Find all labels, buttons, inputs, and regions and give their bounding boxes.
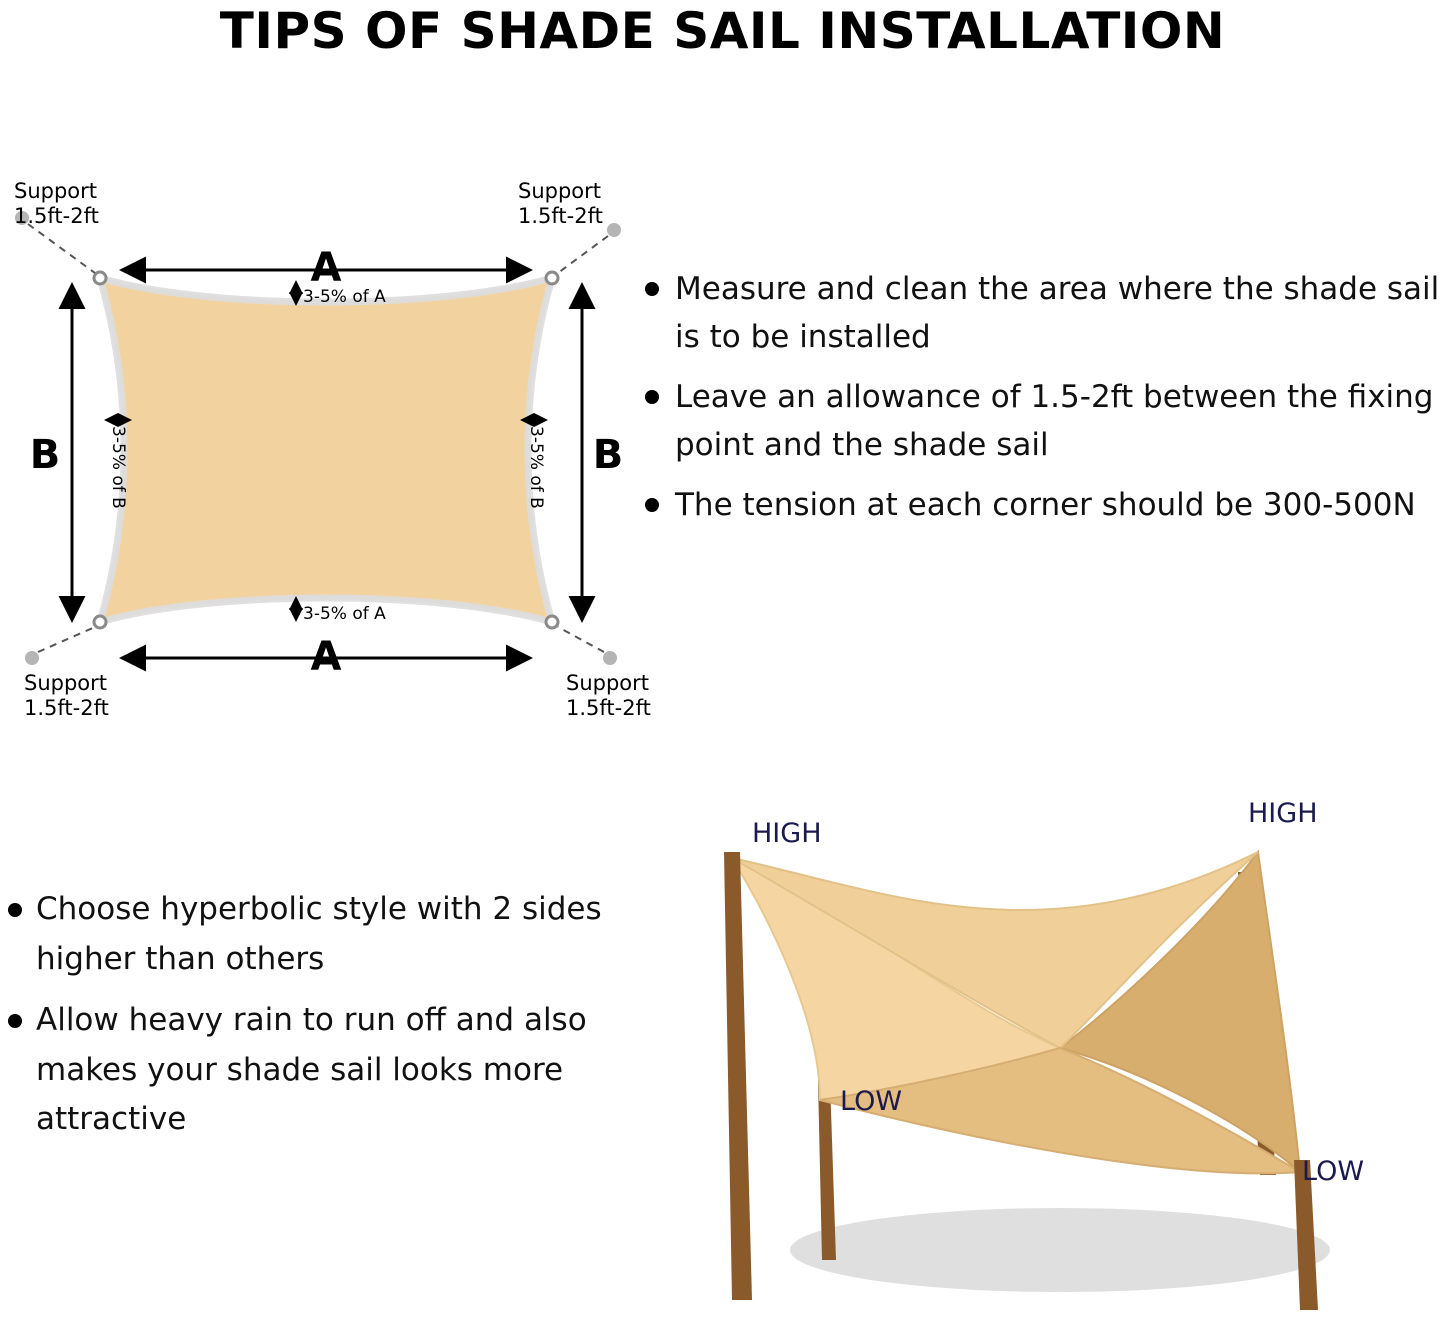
page-title: TIPS OF SHADE SAIL INSTALLATION [219, 2, 1226, 60]
list-item [8, 885, 628, 984]
list-item [645, 373, 1445, 469]
list-item-text: Allow heavy rain to run off and also makes your shade sail looks more attractive [36, 1002, 587, 1138]
label-high-left: HIGH [752, 818, 822, 849]
list-item-text: Choose hyperbolic style with 2 sides higher than others [36, 891, 602, 977]
curve-label-top: 3-5% of A [303, 287, 386, 307]
label-high-right: HIGH [1248, 798, 1318, 829]
list-item-text: Leave an allowance of 1.5-2ft between the fixing point and the shade sail [675, 379, 1434, 464]
top-tips-list [645, 265, 1445, 541]
bullet-dot-icon [645, 498, 659, 512]
hyperbolic-sail-diagram [640, 780, 1445, 1319]
curve-label-left: 3-5% of B [108, 426, 128, 509]
dimension-label-a-top: A [310, 245, 342, 291]
support-label-bottom-right-line2: 1.5ft-2ft [566, 696, 651, 720]
dimension-label-a-bottom: A [310, 634, 342, 680]
label-low-right: LOW [1302, 1156, 1365, 1187]
bullet-dot-icon [8, 903, 22, 917]
list-item-text: Measure and clean the area where the shade sail is to be installed [675, 271, 1440, 356]
list-item [8, 996, 628, 1145]
list-item [645, 481, 1445, 529]
label-low-left: LOW [840, 1086, 903, 1117]
support-label-top-right-line2: 1.5ft-2ft [518, 204, 603, 228]
dimension-label-b-right: B [592, 432, 624, 478]
support-label-bottom-right-line1: Support [566, 671, 650, 695]
curve-label-bottom: 3-5% of A [303, 604, 386, 624]
bottom-tips-list [8, 885, 628, 1157]
curve-label-right: 3-5% of B [526, 426, 546, 509]
support-label-bottom-left-line2: 1.5ft-2ft [24, 696, 109, 720]
list-item [645, 265, 1445, 361]
bullet-dot-icon [8, 1014, 22, 1028]
dimension-label-b-left: B [29, 432, 61, 478]
support-label-bottom-left-line1: Support [24, 671, 108, 695]
bullet-dot-icon [645, 390, 659, 404]
rectangular-sail-diagram [0, 150, 660, 730]
list-item-text: The tension at each corner should be 300-500N [675, 487, 1416, 524]
support-label-top-left-line2: 1.5ft-2ft [14, 204, 99, 228]
support-label-top-left-line1: Support [14, 179, 98, 203]
support-label-top-right-line1: Support [518, 179, 602, 203]
bullet-dot-icon [645, 282, 659, 296]
